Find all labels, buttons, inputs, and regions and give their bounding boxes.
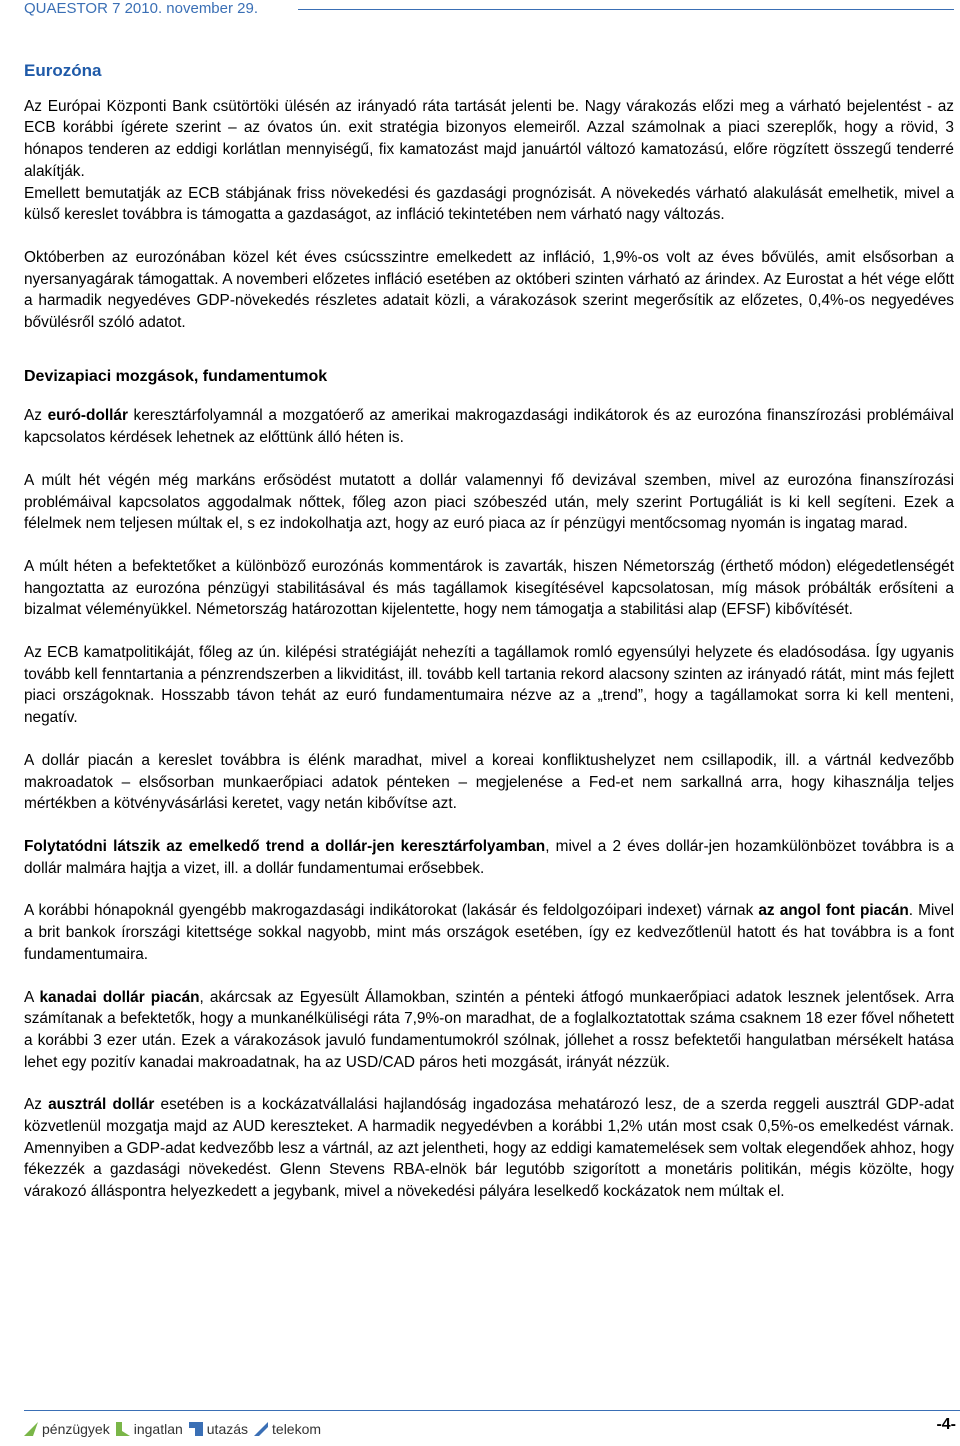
bold-run: Folytatódni látszik az emelkedő trend a dollár-jen keresztárfolyamban — [24, 837, 546, 855]
page-footer — [24, 1410, 960, 1440]
arrow-logo-icon — [254, 1422, 268, 1436]
logo-ingatlan — [116, 1421, 183, 1437]
bold-run: euró-dollár — [47, 407, 128, 425]
text-run: , mivel a 2 éves dollár-jen hozamkülönbözet továbbra is a dollár malmára hajtja a vizet, ill. a dollár fundamentumai erősebbek. — [24, 837, 954, 877]
logo-label: ingatlan — [133, 1421, 183, 1437]
eurozone-paragraph-1b: Emellett bemutatják az ECB stábjának friss növekedési és gazdasági prognózisát. A növekedés várható alakulását emelhetik, mivel a külső kereslet továbbra is támogatta a gazdaságot, az infláció tekintetében nem várható nagy változás. — [24, 184, 954, 224]
fx-paragraph-7 — [24, 900, 954, 965]
fx-paragraph-1 — [24, 405, 954, 448]
footer-logos — [24, 1418, 327, 1440]
fx-paragraph-9 — [24, 1094, 954, 1203]
page-header — [0, 0, 960, 18]
text-run: esetében is a kockázatvállalási hajlandóság ingadozása mehatározó lesz, de a szerda reggeli ausztrál GDP-adat közvetlenül mozgatja majd az AUD kereszteket. A harmadik negyedévben a korábbi 1,2% után most csak 0,5%-os emelkedést várnak. Amennyiben a GDP-adat kedvezőbb lesz a vártnál, az azt jelentheti, hogy az eddigi kamatemelések sem voltak elegendőek ahhoz, hogy fékezzék a gazdasági növekedést. Glenn Stevens RBA-elnök bár legutóbb szigorított a monetáris politikán, mégis közölte, hogy várakozó álláspontra helyezkedett a jegybank, mivel a növekedési pályára leselkedő kockázatok nem múltak el. — [24, 1096, 954, 1201]
fx-paragraph-6 — [24, 836, 954, 879]
arrow-logo-icon — [24, 1422, 38, 1436]
fx-paragraph-8 — [24, 987, 954, 1074]
arrow-logo-icon — [116, 1422, 130, 1436]
arrow-logo-icon — [189, 1422, 203, 1436]
text-run: , akárcsak az Egyesült Államokban, szintén a pénteki átfogó munkaerőpiaci adatok lesznek jelentősek. Arra számítanak a befektetők, hogy a munkanélküliségi ráta 7,9%-on maradhat, de a foglalkoztatottak száma csaknem 18 ezer fővel nőhetett a korábbi 3 ezer után. Ezek a várakozások javuló fundamentumokról szólnak, jóllehet a rossz befektetői hangulatban mérsékelt hatása lehet egy pozitív kanadai makroadatnak, ha az USD/CAD páros heti mozgását, irányát nézzük. — [24, 988, 954, 1071]
text-run: A — [24, 988, 40, 1006]
fx-paragraph-2: A múlt hét végén még markáns erősödést mutatott a dollár valamennyi fő devizával szemben, mivel az eurozóna finanszírozási problémáival kapcsolatos aggodalmak nőttek, főleg azon piaci szóbeszéd után, mely szerint Portugáliát is ki kell segíteni. Ezek a félelmek nem teljesen múltak el, s ez indokolhatja azt, hogy az euró piaca az ír pénzügyi mentőcsomag nyomán is ingatag marad. — [24, 471, 954, 533]
page-number: -4- — [936, 1416, 956, 1433]
logo-label: utazás — [206, 1421, 249, 1437]
text-run: Az — [24, 407, 48, 425]
logo-utazas — [189, 1421, 248, 1437]
footer-rule — [24, 1410, 960, 1411]
fx-paragraph-3: A múlt héten a befektetőket a különböző eurozónás kommentárok is zavarták, hiszen Németország (érthető módon) elégedetlenségét hangoztatta az eurozóna pénzügyi stabilitásával és más tagállamok kisegítésével kapcsolatosan, míg mások próbálták erősíteni a bizalmat véleményükkel. Németország határozottan kijelentette, hogy nem támogatja a stabilitási alap (EFSF) kibővítését. — [24, 557, 954, 619]
text-run: A korábbi hónapoknál gyengébb makrogazdasági indikátorokat (lakásár és feldolgozóipari indexet) várnak — [24, 902, 759, 920]
logo-penzugyek — [24, 1421, 110, 1437]
header-rule — [298, 9, 954, 10]
fx-paragraph-5: A dollár piacán a kereslet továbbra is élénk maradhat, mivel a koreai konfliktushelyzet nem csillapodik, ill. a vártnál kedvezőbb makroadatok – elsősorban munkaerőpiaci adatok pénteken – megjelenése a Fed-et nem sarkallná arra, hogy kihasználja teljes mértékben a kötvényvásárlási keretet, vagy netán kibővítse azt. — [24, 751, 954, 813]
logo-telekom — [254, 1421, 321, 1437]
section-title-eurozone: Eurozóna — [24, 61, 102, 80]
logo-label: telekom — [272, 1421, 322, 1437]
text-run: Az — [24, 1096, 49, 1114]
bold-run: kanadai dollár piacán — [39, 988, 200, 1006]
logo-label: pénzügyek — [42, 1421, 110, 1437]
header-text: QUAESTOR 7 2010. november 29. — [24, 0, 259, 17]
bold-run: az angol font piacán — [758, 902, 909, 920]
document-body — [24, 56, 954, 1203]
bold-run: ausztrál dollár — [48, 1096, 155, 1114]
text-run: . Mivel a brit bankok írországi kitettsége sokkal nagyobb, mint más országok esetében, így ez kedvezőtlenül hatott és hat továbbra is a font fundamentumaira. — [24, 902, 955, 963]
eurozone-paragraph-1a: Az Európai Központi Bank csütörtöki ülésén az irányadó ráta tartását jelenti be. Nagy várakozás előzi meg a várható bejelentést - az ECB korábbi ígérete szerint – az óvatos ún. exit stratégia bizonyos elemeiről. Azzal számolnak a piaci szereplők, hogy a rövid, 3 hónapos tenderen az eddigi korlátlan mennyiségű, fix kamatozást majd januártól változó kamatozású, előre rögzített összegű tenderré alakítják. — [24, 97, 954, 180]
text-run: keresztárfolyamnál a mozgatóerő az amerikai makrogazdasági indikátorok és az eurozóna finanszírozási problémáival kapcsolatos kérdések lehetnek az előttünk álló héten is. — [24, 407, 954, 447]
section-title-fx: Devizapiaci mozgások, fundamentumok — [24, 367, 328, 385]
eurozone-paragraph-2: Októberben az eurozónában közel két éves csúcsszintre emelkedett az infláció, 1,9%-os volt az éves bővülés, amit elsősorban a nyersanyagárak támogattak. A novemberi előzetes infláció esetében az októberi szinten várható az árindex. Az Eurostat a hét vége előtt a harmadik negyedéves GDP-növekedés részletes adatait közli, a várakozások szerint megerősítik az előzetes, 0,4%-os negyedéves bővülésről szóló adatot. — [24, 248, 954, 332]
fx-paragraph-4: Az ECB kamatpolitikáját, főleg az ún. kilépési stratégiáját nehezíti a tagállamok romló egyensúlyi helyzete és eladósodása. Így ugyanis tovább kell fenntartania a pénzrendszerben a likviditást, ill. tovább kell tartania rekord alacsony szinten az irányadó rátát, mint más fejlett piaci országoknak. Hosszabb távon tehát az euró fundamentumaira nézve az a „trend”, hogy a tagállamokat sorra ki kell menteni, negatív. — [24, 644, 954, 727]
